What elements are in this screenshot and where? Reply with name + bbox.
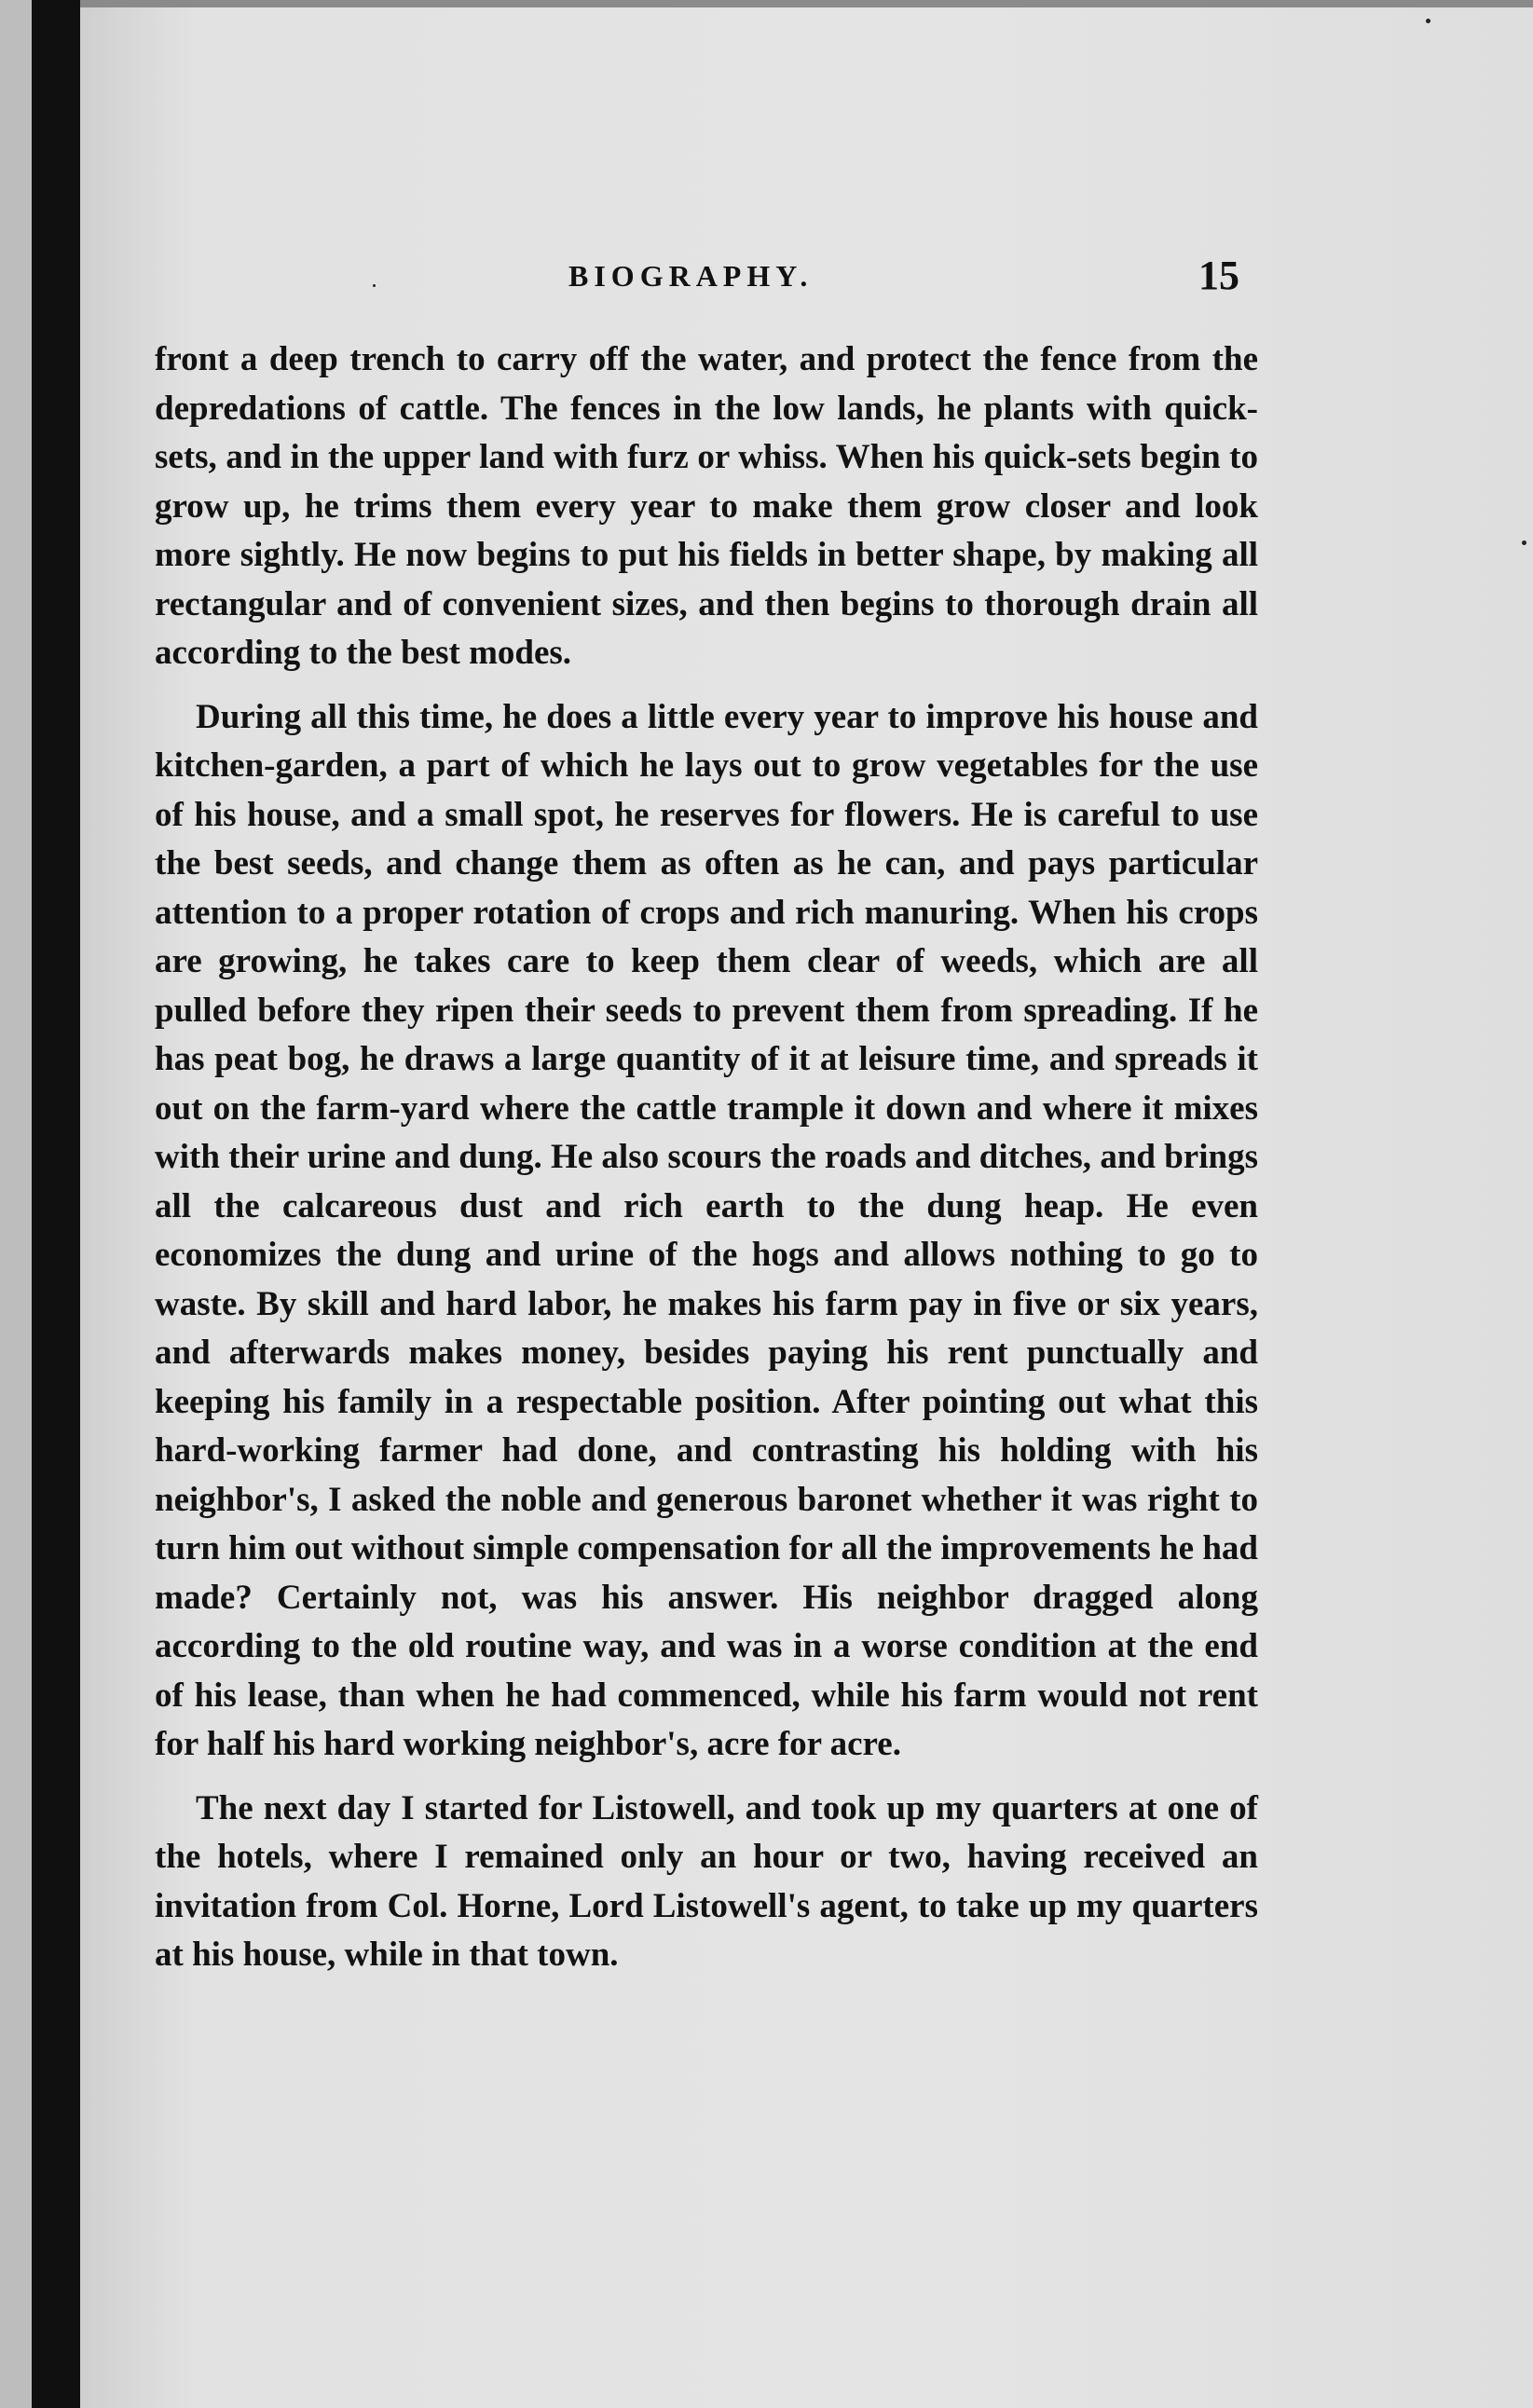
paragraph-during-all-this-time: During all this time, he does a little every year to improve his house and kitchen-garden, a part of which he lays out to grow vegetables for the use of his house, and a small spot, he reserves for flowers. He is careful to use the best seeds, and change them as often as he can, and pays particular attention to a proper rotation of crops and rich manuring. When his crops are growing, he takes care to keep them clear of weeds, which are all pulled before they ripen their seeds to prevent them from spreading. If he has peat bog, he draws a large quantity of it at leisure time, and spreads it out on the farm-yard where the cattle trample it down and where it mixes with their urine and dung. He also scours the roads and ditches, and brings all the calcareous dust and rich earth to the dung heap. He even economizes the dung and urine of the hogs and allows nothing to go to waste. By skill and hard labor, he makes his farm pay in five or six years, and afterwards makes money, besides paying his rent punctually and keeping his family in a respectable position. After pointing out what this hard-working farmer had done, and contrasting his holding with his neighbor's, I asked the noble and generous baronet whether it was right to turn him out without simple compensation for all the improvements he had made? Certainly not, was his answer. His neighbor dragged along according to the old routine way, and was in a worse condition at the end of his lease, than when he had commenced, while his farm would not rent for half his hard working neighbor's, acre for acre. [155,697,1258,1763]
page-number: 15 [1198,253,1239,298]
paragraph-continuation: front a deep trench to carry off the water, and protect the fence from the depredations of cattle. The fences in the low lands, he plants with quick-sets, and in the upper land with furz or whiss. When his quick-sets begin to grow up, he trims them every year to make them grow closer and look more sightly. He now begins to put his fields in better shape, by making all rectangular and of convenient sizes, and then begins to thorough drain all according to the best modes. [155,340,1258,672]
page-top-edge [80,0,1533,7]
scan-margin [0,0,32,2408]
running-head: BIOGRAPHY. [568,259,814,293]
body-text [155,335,1258,1980]
scan-speck [1522,540,1526,545]
paragraph-next-day: The next day I started for Listowell, and took up my quarters at one of the hotels, where I remained only an hour or two, having received an invitation from Col. Horne, Lord Listowell's agent, to take up my quarters at his house, while in that town. [155,1788,1258,1974]
scan-speck [1426,19,1430,23]
scan-speck [373,284,376,287]
book-spine-shadow [32,0,80,2408]
page-header [559,252,1249,326]
